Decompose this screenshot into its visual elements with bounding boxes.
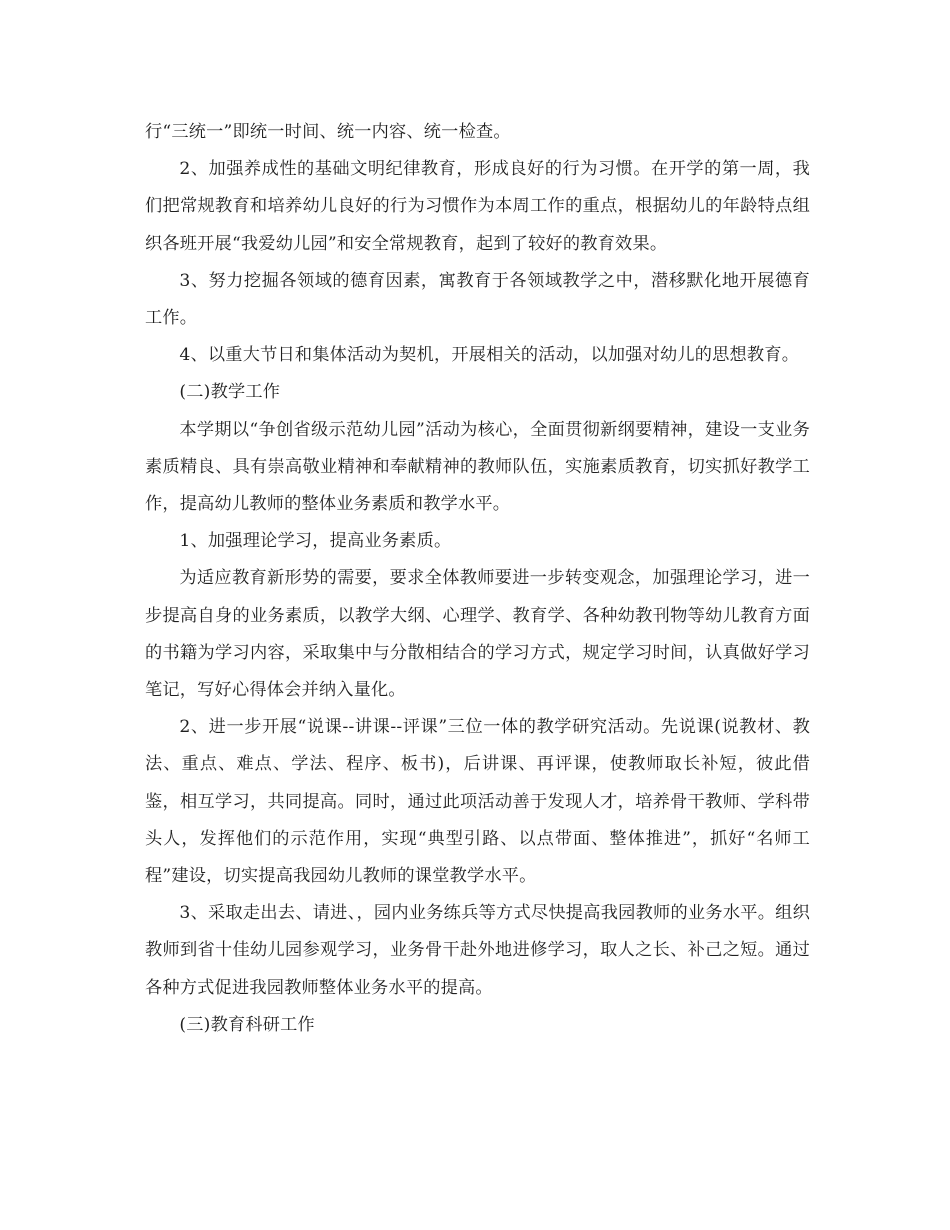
section-heading-teaching: (二)教学工作: [179, 382, 281, 403]
paragraph-teaching-intro: 本学期以“争创省级示范幼儿园”活动为核心，全面贯彻新纲要精神，建设一支业务素质精良、具有崇高敬业精神和奉献精神的教师队伍，实施素质教育，切实抓好教学工作，提高幼儿教师的整体业务素质和教学水平。: [145, 419, 810, 515]
paragraph-continuation: 行“三统一”即统一时间、统一内容、统一检查。: [145, 122, 511, 142]
paragraph-item-4-festivals: 4、以重大节日和集体活动为契机，开展相关的活动，以加强对幼儿的思想教育。: [179, 345, 800, 366]
section-heading-research: (三)教育科研工作: [179, 1014, 315, 1035]
paragraph-item-2-lessons: 2、进一步开展“说课--讲课--评课”三位一体的教学研究活动。先说课(说教材、教法、重点、难点、学法、程序、板书)，后讲课、再评课，使教师取长补短，彼此借鉴，相互学习，共同提高。同时，通过此项活动善于发现人才，培养骨干教师、学科带头人，发挥他们的示范作用，实现“典型引路、以点带面、整体推进”，抓好“名师工程”建设，切实提高我园幼儿教师的课堂教学水平。: [145, 717, 810, 887]
paragraph-item-3-training: 3、采取走出去、请进、，园内业务练兵等方式尽快提高我园教师的业务水平。组织教师到省十佳幼儿园参观学习，业务骨干赴外地进修学习，取人之长、补己之短。通过各种方式促进我园教师整体业务水平的提高。: [145, 903, 810, 998]
paragraph-item-2-habits: 2、加强养成性的基础文明纪律教育，形成良好的行为习惯。在开学的第一周，我们把常规教育和培养幼儿良好的行为习惯作为本周工作的重点，根据幼儿的年龄特点组织各班开展“我爱幼儿园”和安全常规教育，起到了较好的教育效果。: [145, 159, 810, 254]
paragraph-item-3-moral: 3、努力挖掘各领域的德育因素，寓教育于各领域教学之中，潜移默化地开展德育工作。: [145, 270, 810, 329]
paragraph-theory-detail: 为适应教育新形势的需要，要求全体教师要进一步转变观念，加强理论学习，进一步提高自身的业务素质，以教学大纲、心理学、教育学、各种幼教刊物等幼儿教育方面的书籍为学习内容，采取集中与分散相结合的学习方式，规定学习时间，认真做好学习笔记，写好心得体会并纳入量化。: [145, 568, 810, 701]
paragraph-item-1-theory: 1、加强理论学习，提高业务素质。: [179, 531, 452, 552]
